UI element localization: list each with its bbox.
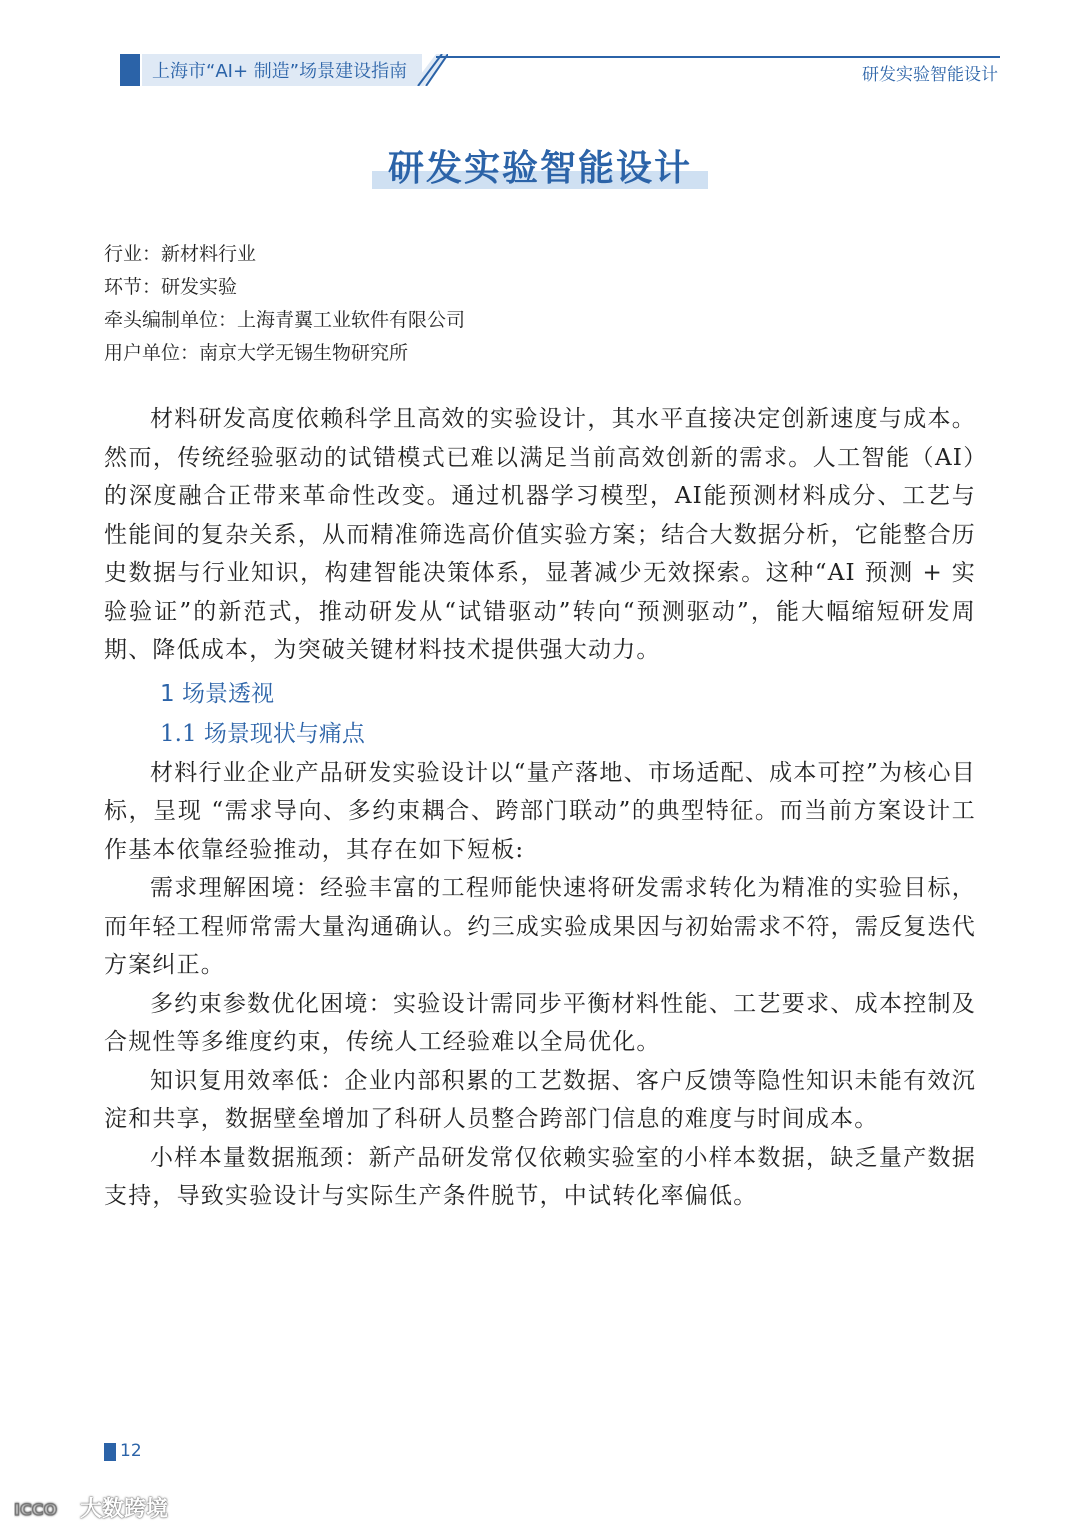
- header-rule: [436, 56, 1000, 58]
- intro-paragraph: 材料研发高度依赖科学且高效的实验设计，其水平直接决定创新速度与成本。然而，传统经验驱动的试错模式已难以满足当前高效创新的需求。人工智能（AI）的深度融合正带来革命性改变。通过机器学习模型，AI能预测材料成分、工艺与性能间的复杂关系，从而精准筛选高价值实验方案；结合大数据分析，它能整合历史数据与行业知识，构建智能决策体系，显著减少无效探索。这种“AI 预测 + 实验验证”的新范式，推动研发从“试错驱动”转向“预测驱动”，能大幅缩短研发周期、降低成本，为突破关键材料技术提供强大动力。: [104, 406, 976, 663]
- title-wrapper: [0, 140, 1080, 191]
- page-number: 12: [120, 1441, 142, 1461]
- header-guide-title: 上海市“AI+ 制造”场景建设指南: [142, 54, 422, 86]
- svg-text:ICCO: ICCO: [14, 1499, 58, 1519]
- watermark-text: 大数跨境: [80, 1497, 169, 1522]
- pain-point-small-sample: 小样本量数据瓶颈：新产品研发常仅依赖实验室的小样本数据，缺乏量产数据支持，导致实验设计与实际生产条件脱节，中试转化率偏低。: [104, 1144, 976, 1209]
- pain-point-knowledge-reuse: 知识复用效率低：企业内部积累的工艺数据、客户反馈等隐性知识未能有效沉淀和共享，数据壁垒增加了科研人员整合跨部门信息的难度与时间成本。: [104, 1067, 976, 1132]
- meta-lead-unit: 牵头编制单位：上海青翼工业软件有限公司: [104, 309, 466, 331]
- header-accent-block: [120, 54, 140, 86]
- meta-info: [104, 238, 984, 370]
- header-slash-decoration: [412, 54, 448, 86]
- subsection-heading: 1.1 场景现状与痛点: [160, 720, 365, 747]
- meta-user-unit: 用户单位：南京大学无锡生物研究所: [104, 342, 409, 364]
- section-heading: 1 场景透视: [160, 680, 274, 707]
- pain-point-requirements: 需求理解困境：经验丰富的工程师能快速将研发需求转化为精准的实验目标，而年轻工程师常需大量沟通确认。约三成实验成果因与初始需求不符，需反复迭代方案纠正。: [104, 875, 976, 978]
- page-title: 研发实验智能设计: [378, 140, 702, 191]
- main-content: [104, 400, 976, 1216]
- header-section-title: 研发实验智能设计: [862, 65, 998, 85]
- watermark-logo-icon: [14, 1495, 74, 1521]
- page-number-marker: [104, 1443, 116, 1461]
- pain-point-multi-constraint: 多约束参数优化困境：实验设计需同步平衡材料性能、工艺要求、成本控制及合规性等多维度约束，传统人工经验难以全局优化。: [104, 990, 976, 1055]
- status-paragraph: 材料行业企业产品研发实验设计以“量产落地、市场适配、成本可控”为核心目标，呈现 “需求导向、多约束耦合、跨部门联动”的典型特征。而当前方案设计工作基本依靠经验推动，其存在如下短板:: [104, 759, 976, 863]
- meta-industry: 行业：新材料行业: [104, 243, 257, 265]
- meta-stage: 环节：研发实验: [104, 276, 238, 298]
- watermark: [14, 1492, 168, 1523]
